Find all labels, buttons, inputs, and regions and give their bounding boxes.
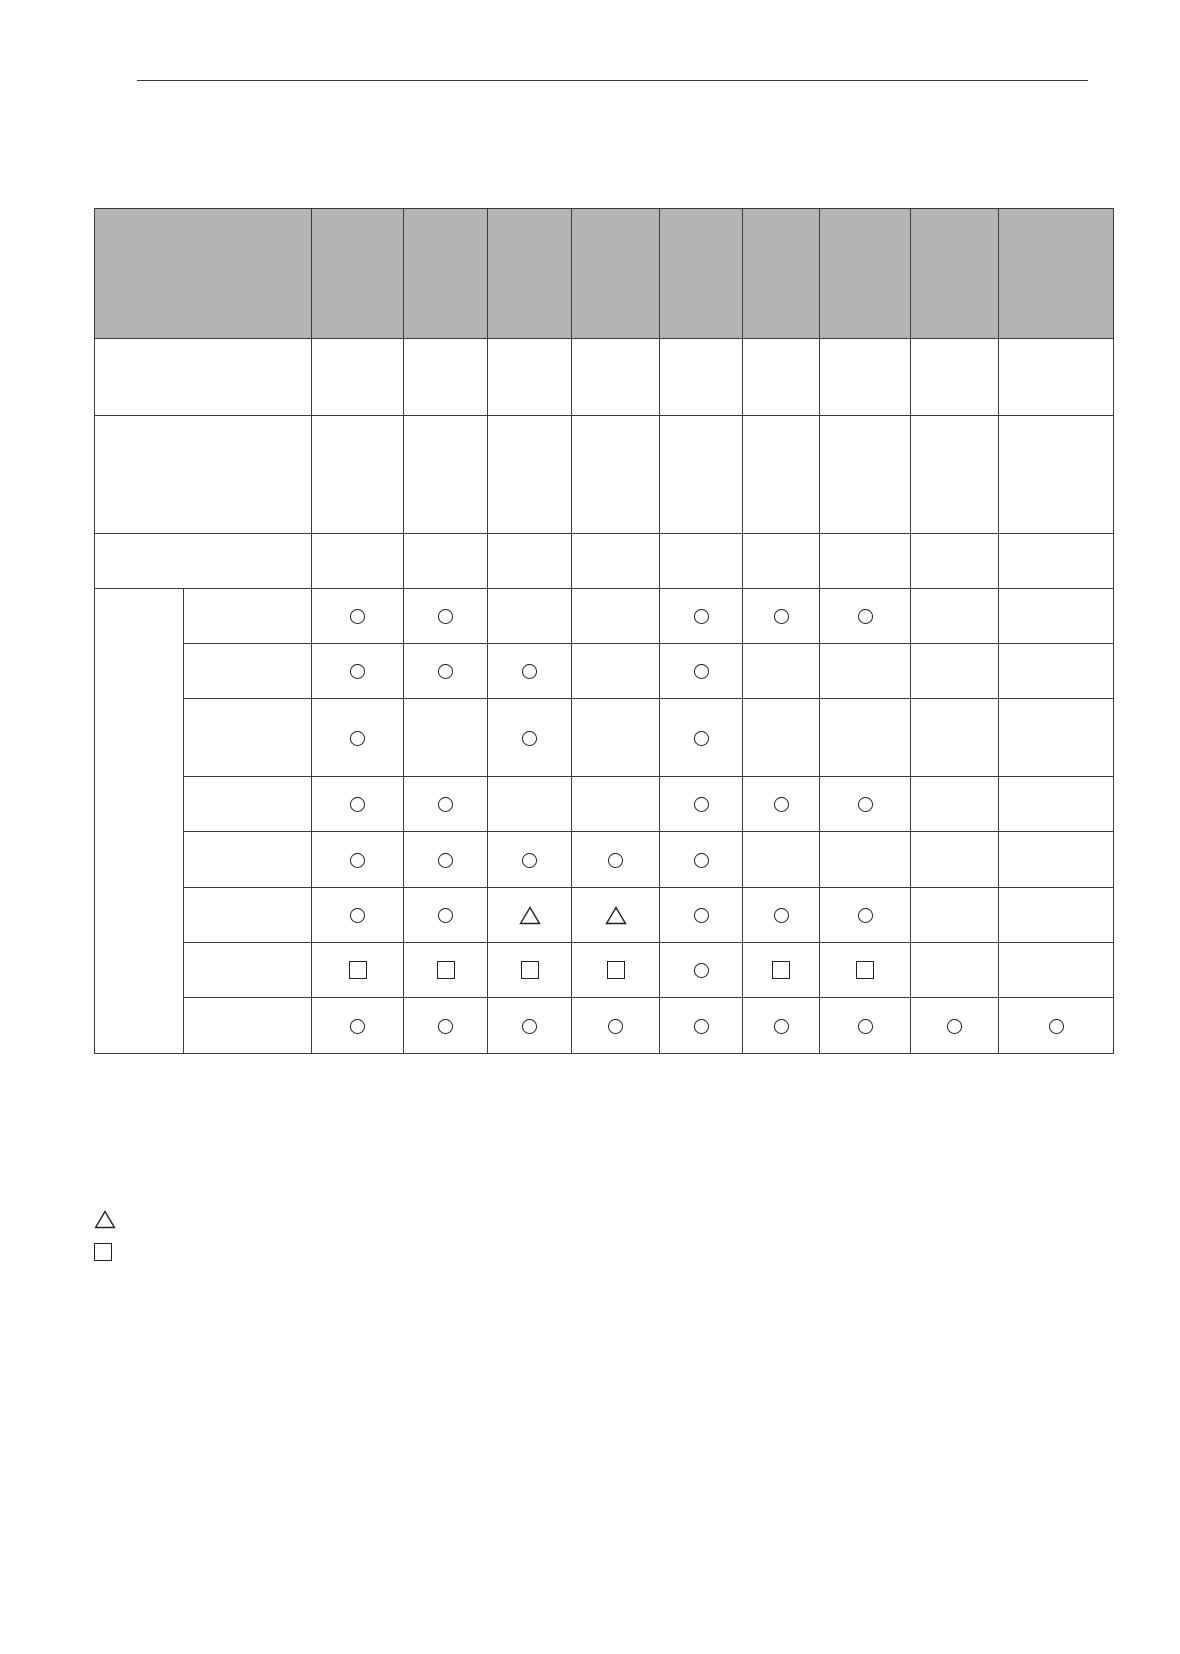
row-label-cell — [184, 943, 312, 998]
triangle-icon — [519, 906, 541, 925]
table-cell-col-1 — [312, 589, 404, 644]
spec-cell — [820, 339, 911, 416]
table-cell-col-9 — [999, 589, 1114, 644]
table-cell-col-5 — [660, 699, 743, 777]
spec-cell — [743, 534, 820, 589]
circle-icon — [694, 963, 709, 978]
table-row — [95, 777, 1114, 832]
table-row — [95, 998, 1114, 1054]
spec-cell — [999, 534, 1114, 589]
square-icon — [94, 1243, 112, 1261]
spec-cell — [660, 416, 743, 534]
table-cell-col-5 — [660, 589, 743, 644]
square-icon — [856, 961, 874, 979]
table-row — [95, 888, 1114, 943]
table-cell-col-3 — [488, 832, 572, 888]
spec-cell — [999, 339, 1114, 416]
square-icon — [772, 961, 790, 979]
spec-cell — [999, 416, 1114, 534]
table-cell-col-1 — [312, 832, 404, 888]
spec-cell — [488, 534, 572, 589]
table-cell-col-6 — [743, 589, 820, 644]
circle-icon — [350, 797, 365, 812]
table-cell-col-8 — [911, 644, 999, 699]
circle-icon — [438, 797, 453, 812]
circle-icon — [350, 908, 365, 923]
table-cell-col-7 — [820, 832, 911, 888]
table-cell-col-1 — [312, 888, 404, 943]
spec-cell — [660, 534, 743, 589]
table-cell-col-6 — [743, 943, 820, 998]
triangle-icon — [605, 906, 627, 925]
table-cell-col-2 — [404, 943, 488, 998]
table-row — [95, 832, 1114, 888]
table-cell-col-2 — [404, 699, 488, 777]
table-cell-col-3 — [488, 998, 572, 1054]
circle-icon — [438, 853, 453, 868]
table-row — [95, 644, 1114, 699]
table-cell-col-8 — [911, 589, 999, 644]
circle-icon — [522, 853, 537, 868]
table-cell-col-9 — [999, 888, 1114, 943]
table-cell-col-2 — [404, 777, 488, 832]
legend-item-triangle — [94, 1208, 134, 1230]
table-cell-col-7 — [820, 998, 911, 1054]
table-cell-col-7 — [820, 888, 911, 943]
table-cell-col-4 — [572, 699, 660, 777]
header-cell — [820, 209, 911, 339]
spec-cell — [312, 534, 404, 589]
table-cell-col-8 — [911, 832, 999, 888]
table-cell-col-5 — [660, 943, 743, 998]
table-cell-col-5 — [660, 998, 743, 1054]
header-cell — [999, 209, 1114, 339]
table-cell-col-4 — [572, 943, 660, 998]
spec-cell — [572, 339, 660, 416]
spec-label-cell — [95, 416, 312, 534]
table-cell-col-3 — [488, 943, 572, 998]
spec-cell — [312, 339, 404, 416]
table-cell-col-9 — [999, 699, 1114, 777]
table-cell-col-2 — [404, 998, 488, 1054]
table-cell-col-2 — [404, 589, 488, 644]
header-cell — [743, 209, 820, 339]
table-cell-col-9 — [999, 832, 1114, 888]
square-icon — [607, 961, 625, 979]
circle-icon — [774, 609, 789, 624]
row-label-cell — [184, 589, 312, 644]
table-cell-col-5 — [660, 832, 743, 888]
spec-cell — [404, 339, 488, 416]
spec-cell — [572, 416, 660, 534]
circle-icon — [350, 609, 365, 624]
group-label-cell — [95, 589, 184, 1054]
circle-icon — [858, 908, 873, 923]
table-cell-col-4 — [572, 777, 660, 832]
circle-icon — [774, 1019, 789, 1034]
table-cell-col-3 — [488, 644, 572, 699]
circle-icon — [694, 797, 709, 812]
spec-row — [95, 416, 1114, 534]
table-cell-col-6 — [743, 777, 820, 832]
row-label-cell — [184, 699, 312, 777]
table-cell-col-6 — [743, 644, 820, 699]
legend-item-square — [94, 1241, 134, 1263]
table-cell-col-3 — [488, 589, 572, 644]
spec-cell — [488, 416, 572, 534]
table-cell-col-8 — [911, 699, 999, 777]
table-cell-col-4 — [572, 998, 660, 1054]
circle-icon — [350, 853, 365, 868]
spec-cell — [404, 416, 488, 534]
table-cell-col-8 — [911, 888, 999, 943]
circle-icon — [947, 1019, 962, 1034]
table-cell-col-9 — [999, 943, 1114, 998]
circle-icon — [438, 664, 453, 679]
circle-icon — [694, 664, 709, 679]
spec-cell — [911, 534, 999, 589]
row-label-cell — [184, 832, 312, 888]
table-cell-col-4 — [572, 832, 660, 888]
table-row — [95, 589, 1114, 644]
spec-cell — [312, 416, 404, 534]
table-cell-col-4 — [572, 589, 660, 644]
table-cell-col-6 — [743, 998, 820, 1054]
spec-label-cell — [95, 339, 312, 416]
spec-label-cell — [95, 534, 312, 589]
header-cell — [572, 209, 660, 339]
header-label-cell — [95, 209, 312, 339]
table-cell-col-9 — [999, 644, 1114, 699]
circle-icon — [694, 609, 709, 624]
table-cell-col-8 — [911, 943, 999, 998]
circle-icon — [774, 797, 789, 812]
circle-icon — [774, 908, 789, 923]
table-cell-col-7 — [820, 699, 911, 777]
table-cell-col-7 — [820, 589, 911, 644]
circle-icon — [438, 1019, 453, 1034]
page-header-rule — [137, 80, 1088, 81]
table-cell-col-5 — [660, 644, 743, 699]
table-cell-col-9 — [999, 998, 1114, 1054]
circle-icon — [858, 609, 873, 624]
spec-cell — [572, 534, 660, 589]
header-cell — [488, 209, 572, 339]
spec-row — [95, 339, 1114, 416]
table-cell-col-5 — [660, 888, 743, 943]
table-cell-col-1 — [312, 644, 404, 699]
header-cell — [911, 209, 999, 339]
circle-icon — [694, 853, 709, 868]
header-cell — [660, 209, 743, 339]
circle-icon — [438, 609, 453, 624]
table-cell-col-6 — [743, 888, 820, 943]
spec-cell — [911, 339, 999, 416]
circle-icon — [694, 908, 709, 923]
circle-icon — [438, 908, 453, 923]
table-cell-col-1 — [312, 699, 404, 777]
circle-icon — [522, 664, 537, 679]
table-cell-col-3 — [488, 777, 572, 832]
spec-cell — [404, 534, 488, 589]
table-cell-col-1 — [312, 777, 404, 832]
table-cell-col-7 — [820, 943, 911, 998]
circle-icon — [694, 1019, 709, 1034]
spec-cell — [911, 416, 999, 534]
spec-cell — [820, 416, 911, 534]
table-cell-col-1 — [312, 943, 404, 998]
triangle-icon — [94, 1210, 116, 1229]
circle-icon — [522, 731, 537, 746]
table-cell-col-4 — [572, 888, 660, 943]
table-cell-col-6 — [743, 699, 820, 777]
table-cell-col-5 — [660, 777, 743, 832]
row-label-cell — [184, 888, 312, 943]
circle-icon — [858, 797, 873, 812]
table-row — [95, 943, 1114, 998]
table-cell-col-2 — [404, 888, 488, 943]
spec-cell — [743, 416, 820, 534]
header-cell — [404, 209, 488, 339]
table-cell-col-2 — [404, 832, 488, 888]
table-cell-col-8 — [911, 998, 999, 1054]
circle-icon — [350, 664, 365, 679]
spec-cell — [660, 339, 743, 416]
table-header-row — [95, 209, 1114, 339]
table-cell-col-7 — [820, 777, 911, 832]
table-cell-col-7 — [820, 644, 911, 699]
row-label-cell — [184, 777, 312, 832]
circle-icon — [858, 1019, 873, 1034]
spec-cell — [743, 339, 820, 416]
circle-icon — [350, 731, 365, 746]
compatibility-table — [94, 208, 1114, 1054]
circle-icon — [694, 731, 709, 746]
row-label-cell — [184, 998, 312, 1054]
spec-cell — [488, 339, 572, 416]
square-icon — [437, 961, 455, 979]
table-cell-col-2 — [404, 644, 488, 699]
square-icon — [349, 961, 367, 979]
table-row — [95, 699, 1114, 777]
table-cell-col-4 — [572, 644, 660, 699]
circle-icon — [608, 853, 623, 868]
circle-icon — [608, 1019, 623, 1034]
circle-icon — [350, 1019, 365, 1034]
table-cell-col-3 — [488, 699, 572, 777]
circle-icon — [522, 1019, 537, 1034]
square-icon — [521, 961, 539, 979]
spec-cell — [820, 534, 911, 589]
table-cell-col-8 — [911, 777, 999, 832]
spec-row — [95, 534, 1114, 589]
table-cell-col-1 — [312, 998, 404, 1054]
table-cell-col-9 — [999, 777, 1114, 832]
header-cell — [312, 209, 404, 339]
table-cell-col-3 — [488, 888, 572, 943]
row-label-cell — [184, 644, 312, 699]
circle-icon — [1049, 1019, 1064, 1034]
table-cell-col-6 — [743, 832, 820, 888]
